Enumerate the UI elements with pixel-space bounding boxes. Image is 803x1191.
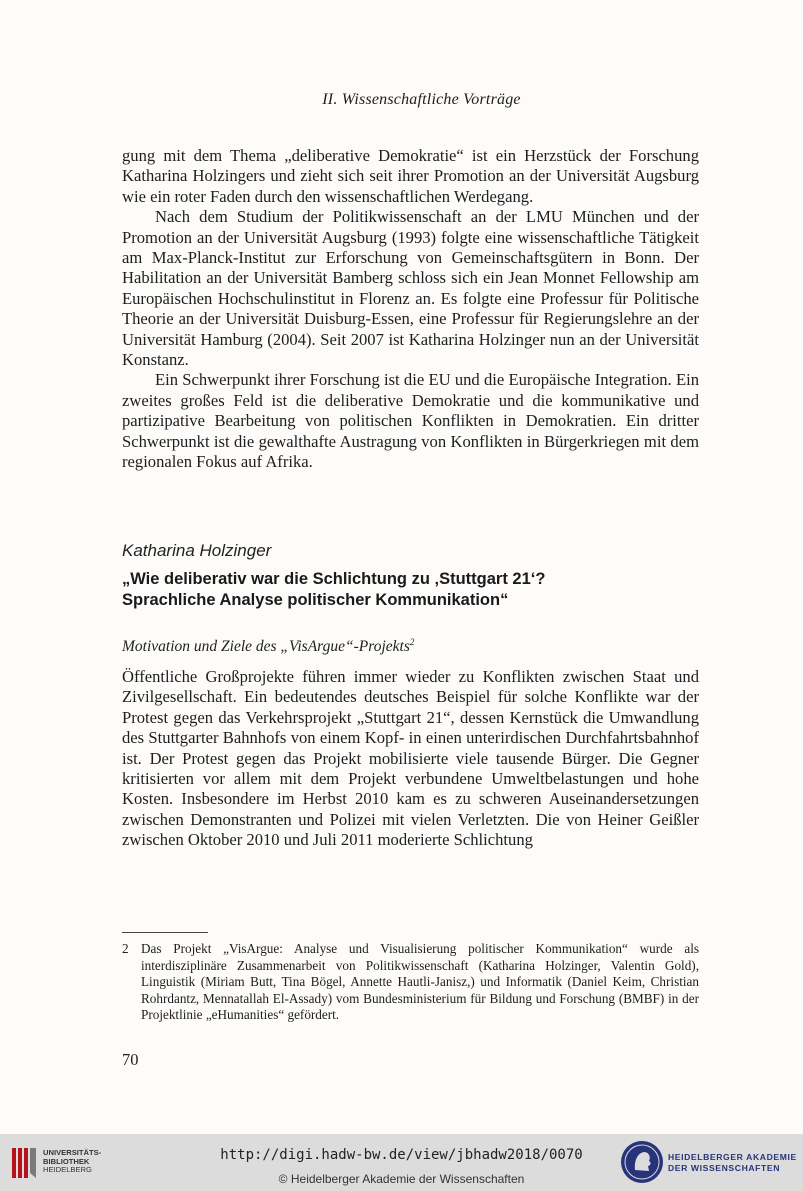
hadw-logo-line: HEIDELBERGER AKADEMIE [668, 1152, 797, 1162]
hadw-logo-line: DER WISSENSCHAFTEN [668, 1163, 781, 1173]
lecture-author: Katharina Holzinger [122, 541, 272, 560]
hadw-logo[interactable] [620, 1138, 800, 1186]
footnote [122, 941, 699, 1024]
lecture-title [122, 569, 682, 611]
running-head: II. Wissenschaftliche Vorträge [322, 91, 521, 108]
intro-text [122, 146, 699, 473]
intro-paragraph: gung mit dem Thema „deliberative Demokratie“ ist ein Herzstück der Forschung Katharina Holzingers und zieht sich seit ihrer Promotion an der Universität Augsburg wie ein roter Faden durch den wissenschaftlichen Werdegang. [122, 146, 699, 206]
ub-logo-line: HEIDELBERG [43, 1165, 92, 1175]
lecture-title-line: Sprachliche Analyse politischer Kommunikation“ [122, 591, 509, 609]
permalink-url[interactable]: http://digi.hadw-bw.de/view/jbhadw2018/0070 [220, 1147, 583, 1163]
section-text [122, 667, 699, 851]
footnote-divider [122, 932, 208, 933]
lecture-title-line: „Wie deliberativ war die Schlichtung zu ‚Stuttgart 21‘? [122, 570, 546, 588]
page-number: 70 [122, 1050, 139, 1069]
section-heading-text: Motivation und Ziele des „VisArgue“-Projekts [122, 638, 410, 655]
section-heading [122, 637, 414, 656]
footer-bar [0, 1134, 803, 1191]
intro-paragraph: Ein Schwerpunkt ihrer Forschung ist die EU und die Europäische Integration. Ein zweites großes Feld ist die deliberative Demokratie und die kommunikative und partizipative Bearbeitung von politischen Konflikten in Demokratien. Ein dritter Schwerpunkt ist die gewalthafte Austragung von Konflikten in Bürgerkriegen mit dem regionalen Fokus auf Afrika. [122, 370, 699, 472]
intro-paragraph: Nach dem Studium der Politikwissenschaft an der LMU München und der Promotion an der Universität Augsburg (1993) folgte eine wissenschaftliche Tätigkeit am Max-Planck-Institut zur Erforschung von Gemeinschaftsgütern in Bonn. Der Habilitation an der Universität Bamberg schloss sich ein Jean Monnet Fellowship am Europäischen Hochschulinstitut in Florenz an. Es folgte eine Professur für Politische Theorie an der Universität Duisburg-Essen, eine Professur für Regierungslehre an der Universität Hamburg (2004). Seit 2007 ist Katharina Holzinger nun an der Universität Konstanz. [122, 207, 699, 370]
section-paragraph: Öffentliche Großprojekte führen immer wieder zu Konflikten zwischen Staat und Zivilgesellschaft. Ein bedeutendes deutsches Beispiel für solche Konflikte war der Protest gegen das Verkehrsprojekt „Stuttgart 21“, dessen Kernstück die Umwandlung des Stuttgarter Bahnhofs von einem Kopf- in einen unterirdischen Durchfahrtsbahnhof ist. Der Protest gegen das Projekt mobilisierte viele tausende Bürger. Die Gegner kritisierten vor allem mit dem Projekt verbundene Umweltbelastungen und hohe Kosten. Insbesondere im Herbst 2010 kam es zu schweren Auseinandersetzungen zwischen Demonstranten und Polizei mit vielen Verletzten. Die von Heiner Geißler zwischen Oktober 2010 und Juli 2011 moderierte Schlichtung [122, 667, 699, 850]
footnote-text: Das Projekt „VisArgue: Analyse und Visualisierung politischer Kommunikation“ wurde als interdisziplinäre Zusammenarbeit von Politikwissenschaft (Katharina Holzinger, Valentin Gold), Linguistik (Miriam Butt, Tina Bögel, Annette Hautli-Janisz,) und Informatik (Daniel Keim, Christian Rohrdantz, Mennatallah El-Assady) vom Bundesministerium für Bildung und Forschung (BMBF) in der Projektlinie „eHumanities“ gefördert. [141, 941, 699, 1023]
footnote-number: 2 [122, 941, 129, 956]
ub-logo-line: BIBLIOTHEK [43, 1156, 90, 1166]
copyright-notice: © Heidelberger Akademie der Wissenschaften [278, 1172, 525, 1186]
ub-logo-line: UNIVERSITÄTS- [43, 1148, 102, 1157]
footnote-reference[interactable]: 2 [409, 637, 415, 647]
academy-seal-icon [620, 1140, 664, 1184]
